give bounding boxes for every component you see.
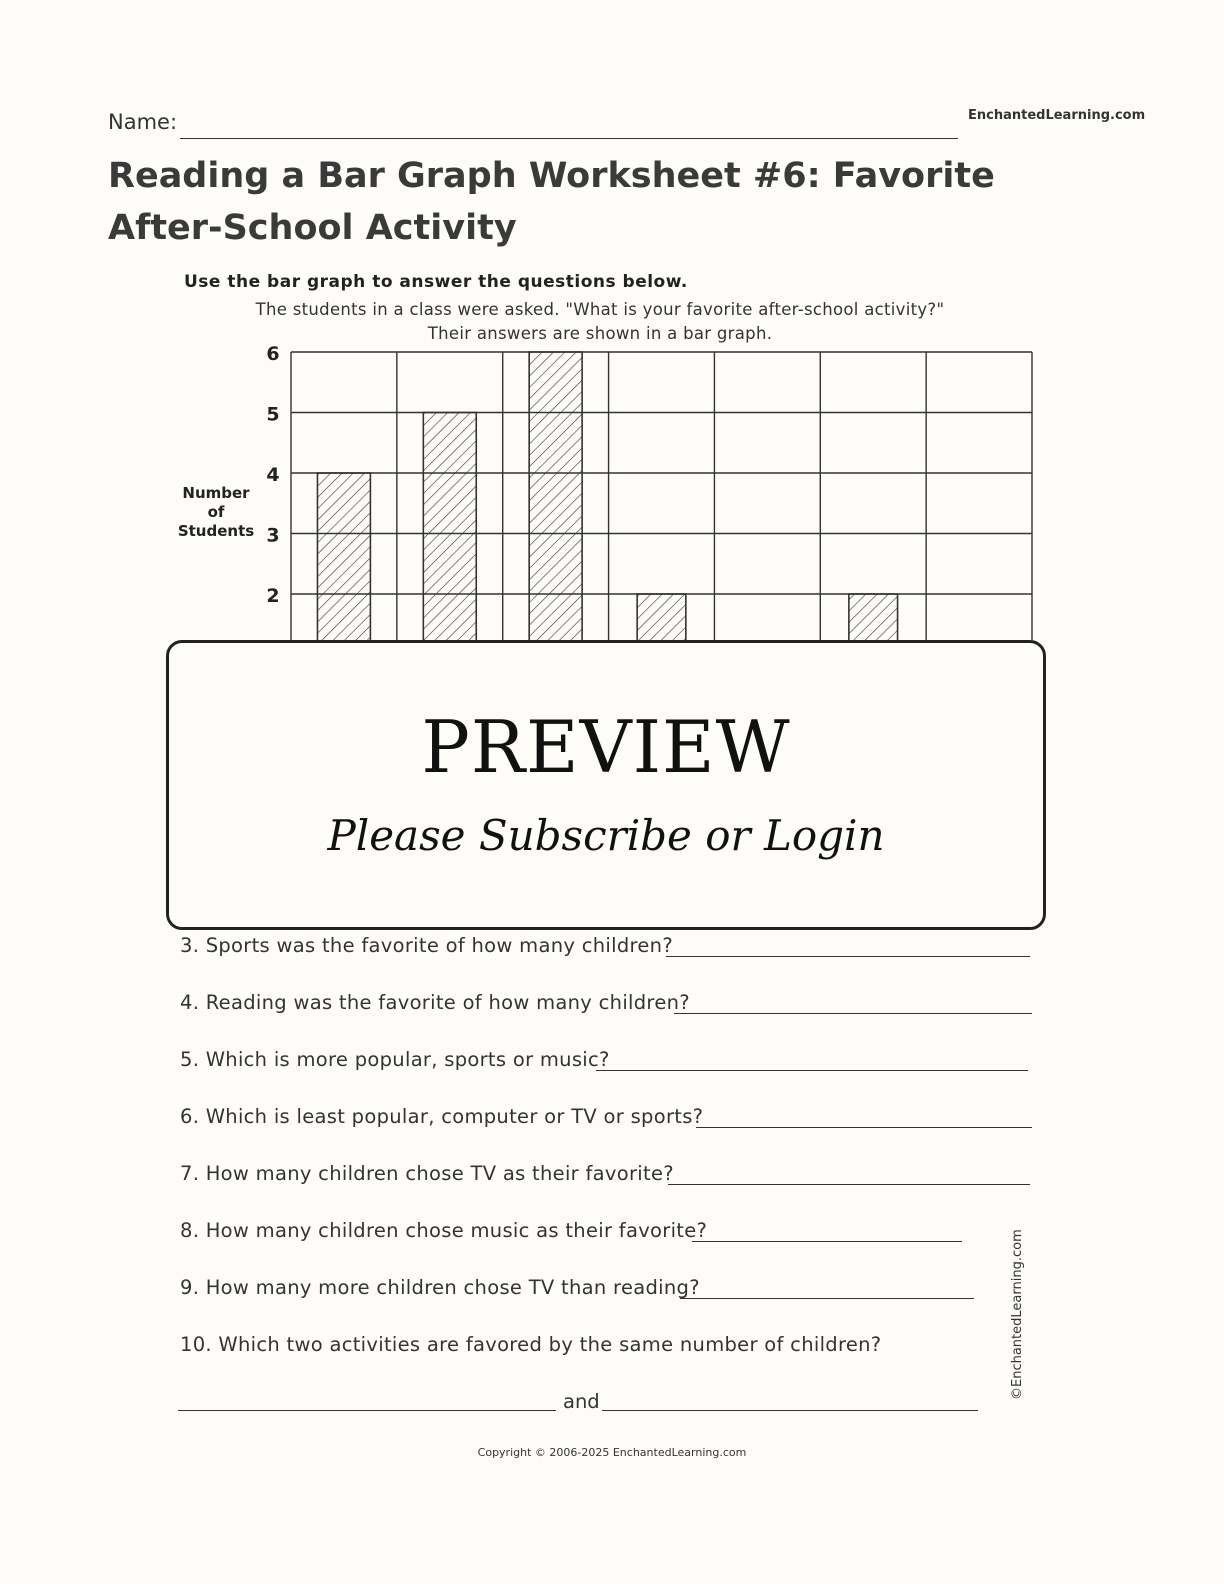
chart-bars [317,352,897,660]
question-8 [180,1219,707,1242]
bar-2 [423,413,476,661]
question-6-text: 6. Which is least popular, computer or TV or sports? [180,1105,704,1128]
preview-title: PREVIEW [421,705,791,789]
instructions: Use the bar graph to answer the questions below. [184,272,688,292]
site-name: EnchantedLearning.com [968,108,1146,123]
intro-line-1: The students in a class were asked. "What is your favorite after-school activity?" [255,300,945,319]
y-tick-label: 6 [266,343,280,365]
y-label-line-3: Students [177,522,255,540]
y-tick-label: 5 [266,403,280,426]
answer-line-9[interactable] [680,1298,974,1299]
answer-line-10a[interactable] [178,1410,556,1411]
question-4 [180,991,690,1014]
copyright: Copyright © 2006-2025 EnchantedLearning.com [477,1446,747,1459]
preview-overlay[interactable] [166,640,1046,930]
question-3-text: 3. Sports was the favorite of how many children? [180,934,673,957]
answer-line-8[interactable] [692,1241,962,1242]
question-7 [180,1162,674,1185]
chart-y-ticks [266,343,279,607]
question-10 [180,1333,881,1356]
answer-line-7[interactable] [668,1184,1030,1185]
question-6 [180,1105,703,1128]
question-5-text: 5. Which is more popular, sports or music? [180,1048,610,1071]
and-word: and [563,1390,600,1413]
answer-line-5[interactable] [596,1070,1028,1071]
y-label-line-2: of [207,503,225,521]
question-5 [180,1048,610,1071]
question-9-text: 9. How many more children chose TV than reading? [180,1276,700,1299]
name-label: Name: [108,110,178,134]
y-tick-label: 2 [266,585,280,607]
page-title: Reading a Bar Graph Worksheet #6: Favorite After-School Activity [108,156,995,248]
bar-1 [317,473,370,660]
bar-chart [0,0,1224,700]
question-3 [180,934,673,957]
y-label-line-1: Number [182,484,250,502]
bar-3 [529,352,582,660]
question-7-text: 7. How many children chose TV as their favorite? [180,1162,674,1185]
side-copyright-mark: ©EnchantedLearning.com [1010,1229,1025,1400]
question-9 [180,1276,700,1299]
intro-line-2: Their answers are shown in a bar graph. [427,324,773,343]
answer-line-3[interactable] [666,956,1030,957]
answer-line-10b[interactable] [602,1410,978,1411]
chart-y-axis-label [172,484,260,541]
y-tick-label: 4 [266,464,280,486]
answer-line-6[interactable] [696,1127,1032,1128]
y-tick-label: 3 [266,524,280,547]
answer-line-4[interactable] [674,1013,1032,1014]
question-10-text: 10. Which two activities are favored by the same number of children? [180,1333,882,1356]
question-8-text: 8. How many children chose music as their favorite? [180,1219,708,1242]
question-4-text: 4. Reading was the favorite of how many children? [180,991,690,1014]
preview-subtitle[interactable]: Please Subscribe or Login [327,811,885,860]
